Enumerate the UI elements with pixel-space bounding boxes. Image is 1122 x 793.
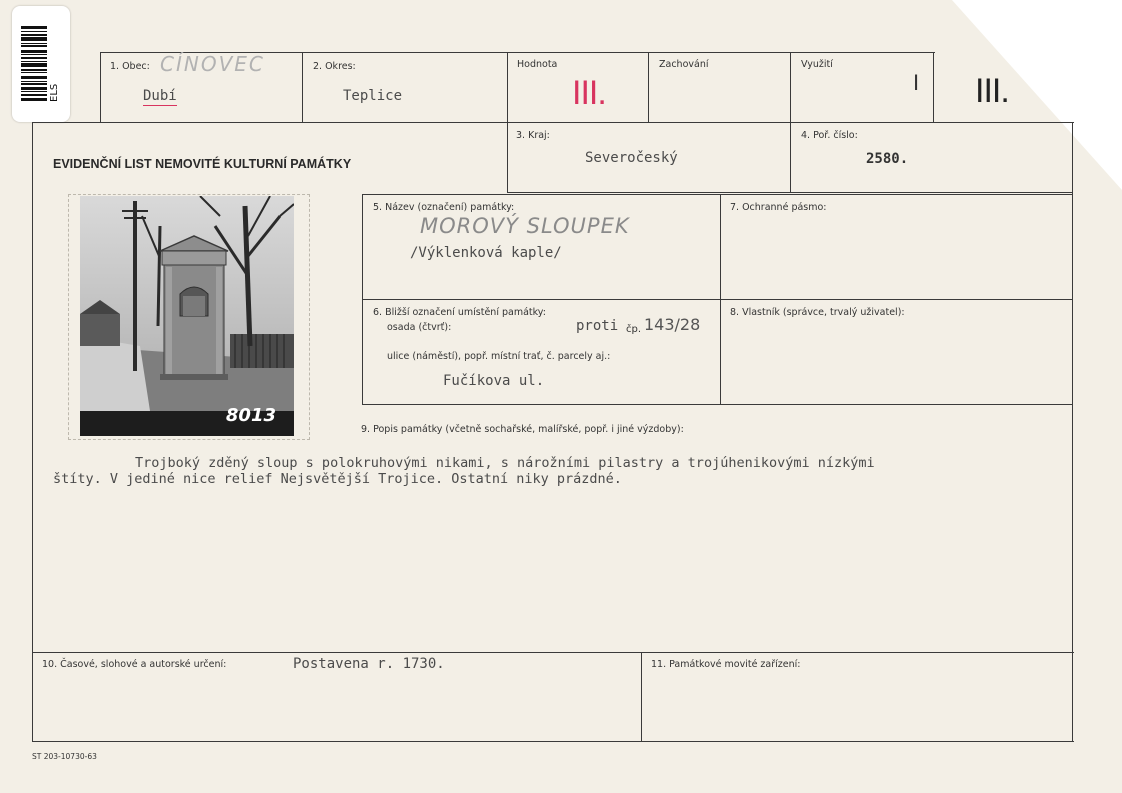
rule xyxy=(32,122,1074,123)
okres-value: Teplice xyxy=(343,88,403,104)
vyuziti-label: Využití xyxy=(801,59,833,70)
ochranne-pasmo-label: 7. Ochranné pásmo: xyxy=(730,202,827,213)
casove-urceni-value: Postavena r. 1730. xyxy=(293,656,445,672)
osada-cp-label: čp. xyxy=(626,324,642,335)
monument-photo-image xyxy=(80,196,294,436)
margin-class-value: III. xyxy=(975,72,1009,110)
rule xyxy=(1072,122,1073,742)
rule xyxy=(32,122,33,742)
monument-photo xyxy=(80,196,294,436)
rule xyxy=(362,299,1073,300)
popis-label: 9. Popis památky (včetně sochařské, malířské, popř. i jiné výzdoby): xyxy=(361,424,684,435)
rule xyxy=(362,404,1073,405)
rule xyxy=(32,652,1074,653)
rule xyxy=(100,52,101,122)
kraj-value: Severočeský xyxy=(585,150,678,166)
archive-tag xyxy=(12,6,70,122)
rule xyxy=(641,652,642,741)
okres-label: 2. Okres: xyxy=(313,61,356,72)
vlastnik-label: 8. Vlastník (správce, trvalý uživatel): xyxy=(730,307,905,318)
obec-value: Dubí xyxy=(143,88,177,104)
rule xyxy=(302,52,303,122)
archive-tag-code: ELS xyxy=(49,83,60,102)
blizsi-oznaceni-label: 6. Bližší označení umístění památky: xyxy=(373,307,546,318)
movite-zarizeni-label: 11. Památkové movité zařízení: xyxy=(651,659,801,670)
por-cislo-value: 2580. xyxy=(866,151,909,167)
ulice-value: Fučíkova ul. xyxy=(443,373,545,389)
nazev-handwritten: MOROVÝ SLOUPEK xyxy=(420,214,630,238)
photo-label: 8013 xyxy=(225,405,276,426)
kraj-label: 3. Kraj: xyxy=(516,130,550,141)
osada-number: 143/28 xyxy=(644,315,701,334)
obec-label: 1. Obec: xyxy=(110,61,150,72)
osada-prefix: proti xyxy=(576,318,619,334)
rule xyxy=(362,194,1073,195)
popis-line-1: Trojboký zděný sloup s polokruhovými nikami, s nárožními pilastry a trojúhenikovými nízkými xyxy=(135,455,875,471)
por-cislo-label: 4. Poř. číslo: xyxy=(801,130,858,141)
ulice-label: ulice (náměstí), popř. místní trať, č. parcely aj.: xyxy=(387,351,611,362)
form-code: ST 203-10730-63 xyxy=(32,752,97,761)
hodnota-value: III. xyxy=(572,74,606,112)
rule xyxy=(32,741,1074,742)
rule xyxy=(933,52,934,122)
nazev-label: 5. Název (označení) památky: xyxy=(373,202,515,213)
form-title: EVIDENČNÍ LIST NEMOVITÉ KULTURNÍ PAMÁTKY xyxy=(53,157,352,171)
rule xyxy=(648,52,649,122)
obec-handwritten: CÍNOVEC xyxy=(160,52,265,76)
barcode xyxy=(21,26,47,111)
casove-urceni-label: 10. Časové, slohové a autorské určení: xyxy=(42,659,227,670)
hodnota-label: Hodnota xyxy=(517,59,558,70)
nazev-value: /Výklenková kaple/ xyxy=(410,245,562,261)
osada-label: osada (čtvrť): xyxy=(387,322,452,333)
zachovani-label: Zachování xyxy=(659,59,709,70)
popis-line-2: štíty. V jediné nice relief Nejsvětější Trojice. Ostatní niky prázdné. xyxy=(53,471,622,487)
vyuziti-value: I xyxy=(913,70,920,95)
